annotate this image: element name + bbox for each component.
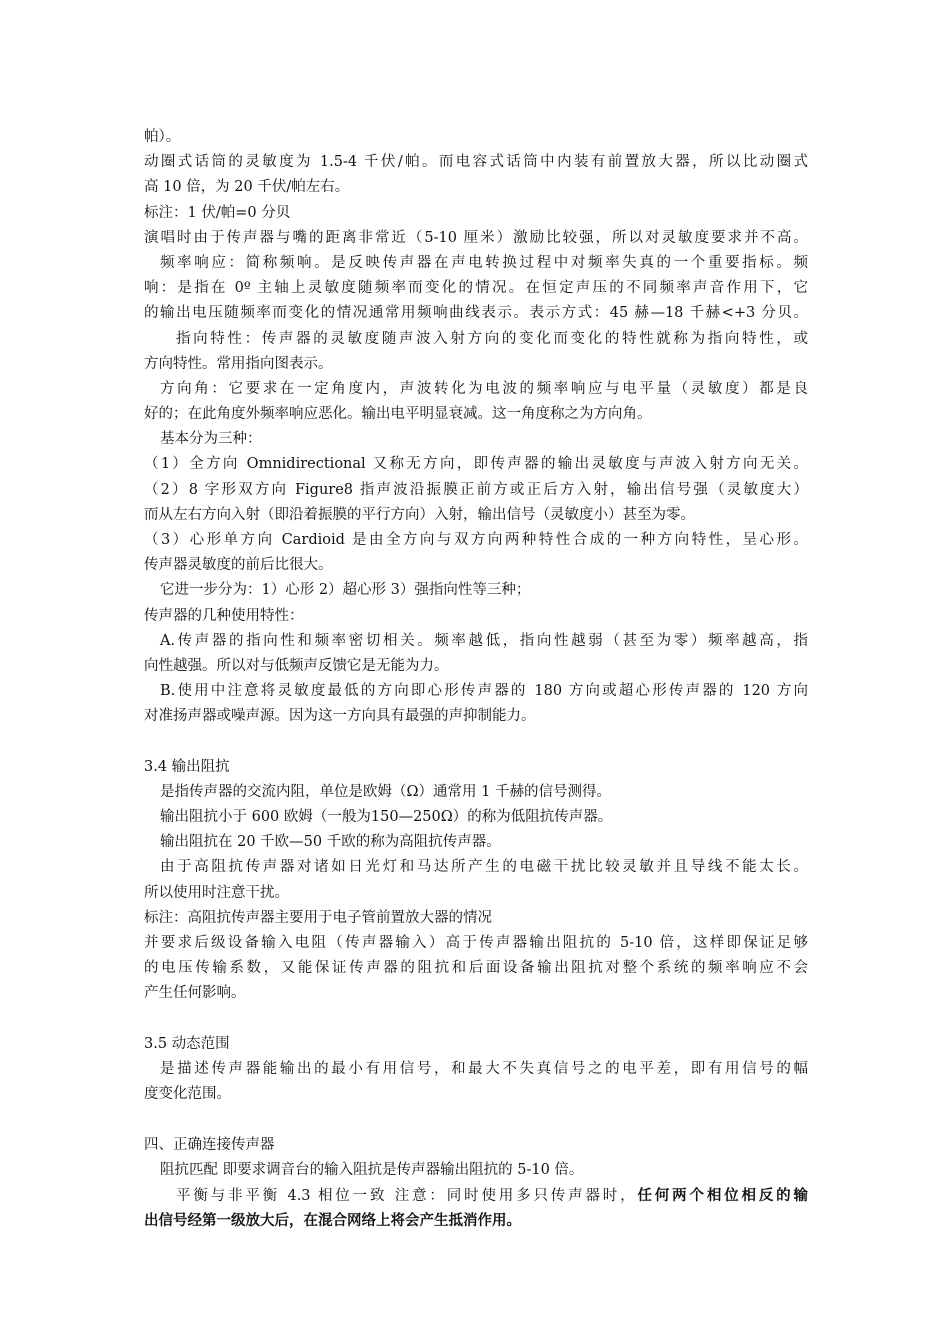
text-line: [144, 1183, 808, 1208]
text-line: 的输出电压随频率而变化的情况通常用频响曲线表示。表示方式：45 赫—18 千赫<+3 分贝。: [144, 305, 808, 322]
paragraph-gap: [144, 1007, 808, 1032]
paragraph-gap: [144, 1107, 808, 1132]
document-body: [144, 125, 808, 1233]
text-line: 指向特性：传声器的灵敏度随声波入射方向的变化而变化的特性就称为指向特性，或: [176, 330, 808, 347]
text-line: 由于高阻抗传声器对诸如日光灯和马达所产生的电磁干扰比较灵敏并且导线不能太长。: [160, 859, 808, 876]
text-line: 方向角：它要求在一定角度内，声波转化为电波的频率响应与电平量（灵敏度）都是良: [160, 380, 808, 397]
text-line: 高 10 倍，为 20 千伏/帕左右。: [144, 179, 350, 196]
text-line: 度变化范围。: [144, 1086, 231, 1103]
text-line: 演唱时由于传声器与嘴的距离非常近（5-10 厘米）激励比较强，所以对灵敏度要求并不高。: [144, 229, 808, 246]
text-line: 的电压传输系数，又能保证传声器的阻抗和后面设备输出阻抗对整个系统的频率响应不会: [144, 960, 808, 977]
text-line: 动圈式话筒的灵敏度为 1.5-4 千伏/帕。而电容式话筒中内装有前置放大器，所以比动圈式: [144, 154, 808, 171]
section-heading: 3.5 动态范围: [144, 1035, 230, 1052]
text-line: 响：是指在 0º 主轴上灵敏度随频率而变化的情况。在恒定声压的不同频率声音作用下，它: [144, 280, 808, 297]
annotation-line: 标注：高阻抗传声器主要用于电子管前置放大器的情况: [144, 909, 492, 926]
text-line: 所以使用时注意干扰。: [144, 884, 289, 901]
text-line: 方向特性。常用指向图表示。: [144, 355, 333, 372]
list-item: （2）8 字形双方向 Figure8 指声波沿振膜正前方或正后方入射，输出信号强（灵敏度大）: [144, 481, 808, 498]
text-line: 帕）。: [144, 129, 181, 145]
text-line: 输出阻抗小于 600 欧姆（一般为150—250Ω）的称为低阻抗传声器。: [160, 809, 613, 826]
section-heading: 3.4 输出阻抗: [144, 758, 230, 775]
text-line: 它进一步分为：1）心形 2）超心形 3）强指向性等三种；: [160, 582, 531, 599]
list-item: B.使用中注意将灵敏度最低的方向即心形传声器的 180 方向或超心形传声器的 120 方向: [160, 683, 808, 700]
text-line: 产生任何影响。: [144, 985, 246, 1002]
text-line: 好的；在此角度外频率响应恶化。输出电平明显衰减。这一角度称之为方向角。: [144, 406, 652, 423]
text-line: 并要求后级设备输入电阻（传声器输入）高于传声器输出阻抗的 5-10 倍，这样即保证足够: [144, 935, 808, 951]
text-line: 传声器的几种使用特性：: [144, 607, 304, 624]
bold-text-span: 任何两个相位相反的输: [637, 1186, 808, 1204]
text-line: 向性越强。所以对与低频声反馈它是无能为力。: [144, 657, 449, 674]
text-line: 频率响应：简称频响。是反映传声器在声电转换过程中对频率失真的一个重要指标。频: [160, 254, 808, 271]
text-line: 传声器灵敏度的前后比很大。: [144, 557, 333, 574]
text-span: 平衡与非平衡 4.3 相位一致 注意：同时使用多只传声器时，: [176, 1187, 638, 1204]
list-item: A.传声器的指向性和频率密切相关。频率越低，指向性越弱（甚至为零）频率越高，指: [160, 632, 808, 649]
section-heading: 四、正确连接传声器: [144, 1136, 275, 1153]
annotation-line: 标注：1 伏/帕=0 分贝: [144, 204, 291, 221]
text-line: 输出阻抗在 20 千欧—50 千欧的称为高阻抗传声器。: [160, 834, 501, 851]
text-line: 而从左右方向入射（即沿着振膜的平行方向）入射，输出信号（灵敏度小）甚至为零。: [144, 506, 695, 523]
paragraph-gap: [144, 730, 808, 755]
list-item: （3）心形单方向 Cardioid 是由全方向与双方向两种特性合成的一种方向特性，呈心形。: [144, 532, 808, 548]
list-item: （1）全方向 Omnidirectional 又称无方向，即传声器的输出灵敏度与声波入射方向无关。: [144, 456, 808, 473]
text-line: 是描述传声器能输出的最小有用信号，和最大不失真信号之的电平差，即有用信号的幅: [160, 1060, 808, 1077]
bold-text-line: 出信号经第一级放大后，在混合网络上将会产生抵消作用。: [144, 1212, 521, 1230]
text-line: 阻抗匹配 即要求调音台的输入阻抗是传声器输出阻抗的 5-10 倍。: [160, 1161, 584, 1178]
text-line: 基本分为三种：: [160, 431, 262, 448]
text-line: 是指传声器的交流内阻，单位是欧姆（Ω）通常用 1 千赫的信号测得。: [160, 783, 611, 800]
text-line: 对准扬声器或噪声源。因为这一方向具有最强的声抑制能力。: [144, 708, 536, 725]
